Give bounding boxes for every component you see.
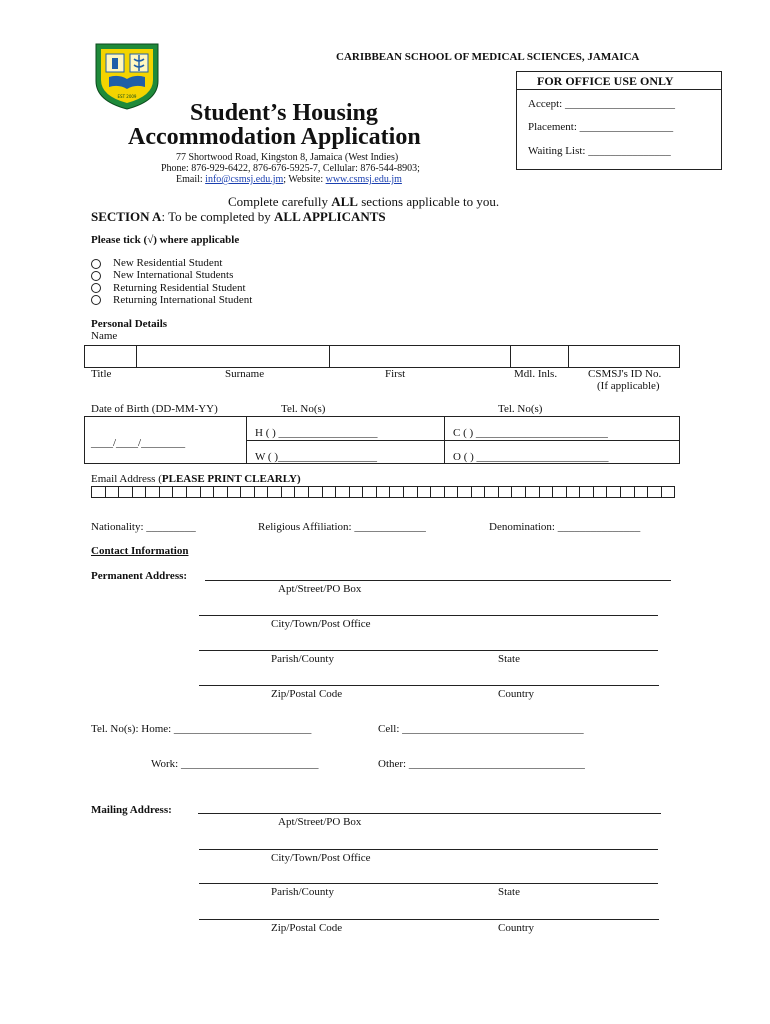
school-phone: Phone: 876-929-6422, 876-676-5925-7, Cellular: 876-544-8903; [161, 163, 420, 174]
name-mdl-cell[interactable] [510, 345, 569, 368]
school-crest-logo [92, 41, 162, 111]
option-radio-returning-residential[interactable] [91, 283, 101, 293]
name-id-cell[interactable] [568, 345, 680, 368]
cell-field[interactable]: Cell: _________________________________ [378, 723, 584, 735]
mailing-parish-caption: Parish/County [271, 886, 334, 898]
permanent-parish-line[interactable] [199, 650, 658, 651]
mailing-city-line[interactable] [199, 849, 658, 850]
permanent-city-line[interactable] [199, 615, 658, 616]
col-surname-label: Surname [225, 368, 265, 380]
permanent-city-caption: City/Town/Post Office [271, 618, 371, 630]
email-character-boxes[interactable] [91, 486, 675, 498]
permanent-apt-caption: Apt/Street/PO Box [278, 583, 362, 595]
option-radio-new-residential[interactable] [91, 259, 101, 269]
school-email-link[interactable]: info@csmsj.edu.jm [205, 174, 284, 185]
mailing-state-caption: State [498, 886, 520, 898]
tel-work-input[interactable]: W ( )__________________ [255, 451, 378, 463]
personal-details-heading: Personal Details [91, 318, 168, 330]
tel-home-field[interactable]: Tel. No(s): Home: _________________________ [91, 723, 312, 735]
dob-input[interactable]: ____/____/________ [91, 437, 186, 449]
office-use-title: FOR OFFICE USE ONLY [537, 74, 674, 88]
dob-label: Date of Birth (DD-MM-YY) [91, 403, 218, 415]
mailing-zip-line[interactable] [199, 919, 659, 920]
permanent-zip-line[interactable] [199, 685, 659, 686]
permanent-country-caption: Country [498, 688, 535, 700]
religion-field[interactable]: Religious Affiliation: _____________ [258, 521, 426, 533]
permanent-address-label: Permanent Address: [91, 570, 188, 582]
tick-instruction: Please tick (√) where applicable [91, 234, 240, 246]
complete-instruction: Complete carefully ALL sections applicable to you. [228, 194, 500, 209]
tel-label-right: Tel. No(s) [498, 403, 543, 415]
section-a-heading: SECTION A: To be completed by ALL APPLICANTS [91, 209, 386, 224]
office-placement-field[interactable]: Placement: _________________ [528, 121, 674, 133]
tel-label-left: Tel. No(s) [281, 403, 326, 415]
institution-name: CARIBBEAN SCHOOL OF MEDICAL SCIENCES, JAMAICA [336, 51, 640, 63]
mailing-country-caption: Country [498, 922, 535, 934]
option-radio-new-international[interactable] [91, 271, 101, 281]
col-first-label: First [385, 368, 406, 380]
option-label-returning-international: Returning International Student [113, 294, 253, 306]
permanent-zip-caption: Zip/Postal Code [271, 688, 343, 700]
nationality-field[interactable]: Nationality: _________ [91, 521, 196, 533]
option-label-returning-residential: Returning Residential Student [113, 282, 246, 294]
permanent-apt-line[interactable] [205, 580, 671, 581]
name-label: Name [91, 330, 118, 342]
school-address: 77 Shortwood Road, Kingston 8, Jamaica (West Indies) [176, 152, 399, 163]
name-surname-cell[interactable] [136, 345, 330, 368]
office-accept-field[interactable]: Accept: ____________________ [528, 98, 675, 110]
office-box-divider [517, 89, 721, 90]
mailing-parish-line[interactable] [199, 883, 658, 884]
form-title-line2: Accommodation Application [128, 124, 421, 150]
tel-row-divider [246, 440, 680, 441]
tel-cell-input[interactable]: C ( ) ________________________ [453, 427, 608, 439]
col-id-sub-label: (If applicable) [597, 380, 660, 392]
mailing-city-caption: City/Town/Post Office [271, 852, 371, 864]
name-title-cell[interactable] [84, 345, 137, 368]
permanent-parish-caption: Parish/County [271, 653, 334, 665]
mailing-apt-line[interactable] [198, 813, 661, 814]
name-first-cell[interactable] [329, 345, 511, 368]
mailing-apt-caption: Apt/Street/PO Box [278, 816, 362, 828]
option-label-new-residential: New Residential Student [113, 257, 223, 269]
tel-other-input[interactable]: O ( ) ________________________ [453, 451, 609, 463]
tel-home-input[interactable]: H ( ) __________________ [255, 427, 378, 439]
form-title-line1: Student’s Housing [190, 100, 378, 126]
email-label: Email: [176, 174, 203, 185]
col-mdl-label: Mdl. Inls. [514, 368, 558, 380]
other-field[interactable]: Other: ________________________________ [378, 758, 585, 770]
contact-info-heading: Contact Information [91, 545, 189, 557]
office-waiting-field[interactable]: Waiting List: _______________ [528, 145, 671, 157]
option-label-new-international: New International Students [113, 269, 234, 281]
school-contact-line [176, 174, 402, 185]
mailing-address-label: Mailing Address: [91, 804, 172, 816]
col-id-label: CSMSJ's ID No. [588, 368, 662, 380]
email-address-label: Email Address (PLEASE PRINT CLEARLY) [91, 473, 301, 485]
school-website-link[interactable]: www.csmsj.edu.jm [325, 174, 402, 185]
work-field[interactable]: Work: _________________________ [151, 758, 319, 770]
logo-year-text: EST 2009 [117, 94, 137, 99]
permanent-state-caption: State [498, 653, 520, 665]
denomination-field[interactable]: Denomination: _______________ [489, 521, 641, 533]
website-label: ; Website: [283, 174, 324, 185]
mailing-zip-caption: Zip/Postal Code [271, 922, 343, 934]
option-radio-returning-international[interactable] [91, 295, 101, 305]
col-title-label: Title [91, 368, 112, 380]
